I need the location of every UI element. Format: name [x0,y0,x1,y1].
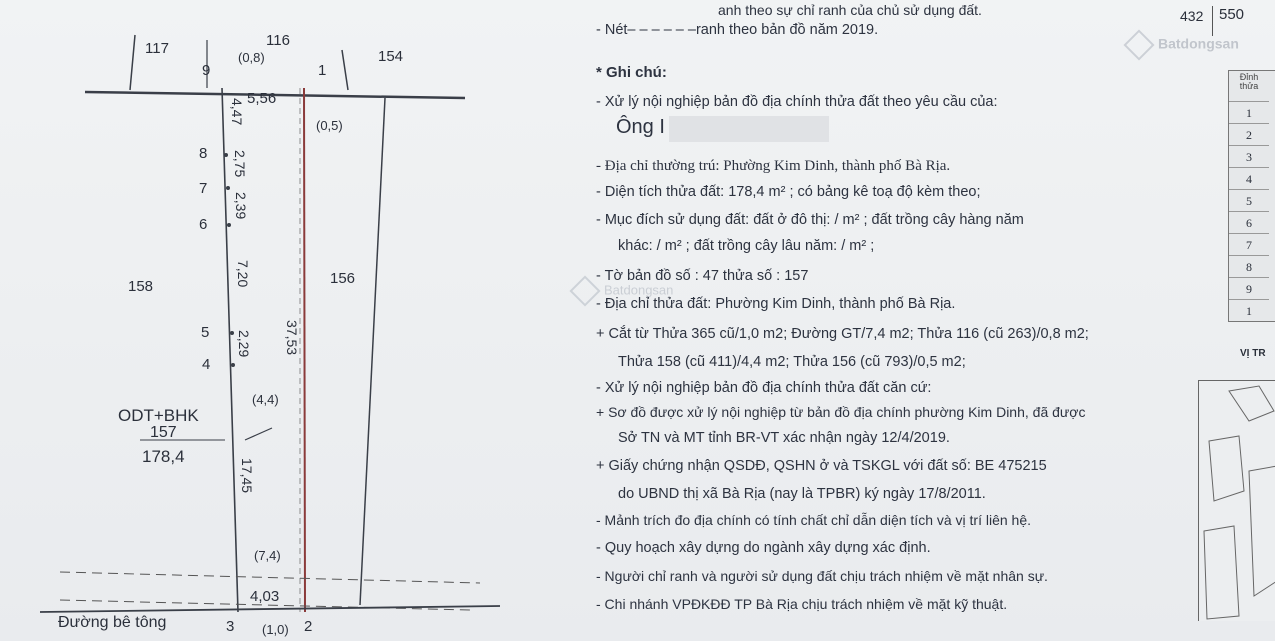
location-map-title: VỊ TR [1240,348,1266,359]
location-map-sketch [1199,381,1275,621]
vertex-5: 5 [201,324,210,341]
area-note-road: (1,0) [262,622,289,637]
note-line-1: - Xử lý nội nghiệp bản đồ địa chính thửa đất theo yêu cầu của: [596,94,998,110]
note-line-7: - Địa chỉ thửa đất: Phường Kim Dinh, thành phố Bà Rịa. [596,296,956,312]
parcel-158-label: 158 [128,278,154,295]
note-line-5: khác: / m² ; đất trồng cây lâu năm: / m² ; [618,238,875,254]
sheet-number-550: 550 [1212,6,1252,36]
vertex-8: 8 [199,145,208,162]
vertex-9: 9 [202,62,211,79]
parcel-number: 157 [150,424,177,441]
vertex-7: 7 [199,180,208,197]
note-line-11: + Sơ đồ được xử lý nội nghiệp từ bản đồ địa chính phường Kim Dinh, đã được [596,404,1086,420]
note-line-14: do UBND thị xã Bà Rịa (nay là TPBR) ký ngày 17/8/2011. [618,486,986,502]
table-row: 6 [1229,211,1269,234]
note-line-18: - Chi nhánh VPĐKĐĐ TP Bà Rịa chịu trách nhiệm về mặt kỹ thuật. [596,596,1008,612]
parcel-117-label: 117 [145,40,169,57]
sheet-number-432: 432 [1180,8,1204,24]
table-row: 4 [1229,167,1269,190]
segment-2-75: 2,75 [232,150,248,178]
table-header: Đỉnh thửa [1239,72,1259,91]
vertex-coordinate-table [1228,70,1275,322]
top-width: 5,56 [247,90,277,107]
segment-2-39: 2,39 [233,192,249,220]
area-note-top: (0,8) [238,50,265,65]
vertex-3: 3 [226,618,235,635]
land-use-code: ODT+BHK [118,406,199,425]
land-plot-plan [0,0,600,641]
parcel-156-label: 156 [330,270,356,287]
table-row: 5 [1229,189,1269,212]
road-label: Đường bê tông [58,614,167,631]
note-line-6: - Tờ bản đồ số : 47 thửa số : 157 [596,268,809,284]
legend-dash: - Nét– – – – – –ranh theo bản đồ năm 2019. [596,22,879,38]
owner-line [616,116,829,142]
vertex-4: 4 [202,356,211,373]
table-row: 8 [1229,255,1269,278]
note-line-9: Thửa 158 (cũ 411)/4,4 m2; Thửa 156 (cũ 793)/0,5 m2; [618,354,966,370]
note-line-17: - Người chỉ ranh và người sử dụng đất chịu trách nhiệm về mặt nhân sự. [596,568,1048,584]
note-line-13: + Giấy chứng nhận QSDĐ, QSHN ở và TSKGL với đất số: BE 475215 [596,458,1047,474]
table-row: 3 [1229,145,1269,168]
note-line-15: - Mảnh trích đo địa chính có tính chất chỉ dẫn diện tích và vị trí liên hệ. [596,512,1032,528]
plot-drawing [0,0,600,641]
watermark-center: Batdongsan [574,280,673,302]
segment-4-47: 4,47 [229,98,245,126]
area-note-right: (0,5) [316,118,343,133]
segment-7-20: 7,20 [235,260,251,288]
vertex-1: 1 [318,62,327,79]
side-length: 37,53 [284,320,300,356]
bottom-width: 4,03 [250,588,280,605]
location-map-thumbnail [1198,380,1275,621]
note-line-8: + Cắt từ Thửa 365 cũ/1,0 m2; Đường GT/7,4 m2; Thửa 116 (cũ 263)/0,8 m2; [596,326,1089,342]
note-line-12: Sở TN và MT tỉnh BR-VT xác nhận ngày 12/4/2019. [618,430,950,446]
header-partial: anh theo sự chỉ ranh của chủ sử dụng đất. [718,2,982,18]
segment-2-29: 2,29 [236,330,252,358]
table-row: 2 [1229,123,1269,146]
redaction-block [669,116,829,142]
note-line-4: - Mục đích sử dụng đất: đất ở đô thị: / m² ; đất trồng cây hàng năm [596,212,1024,228]
parcel-area: 178,4 [142,447,185,466]
table-row: 9 [1229,277,1269,300]
batdongsan-logo-icon [1123,29,1154,60]
vertex-6: 6 [199,216,208,233]
parcel-154-label: 154 [378,48,404,65]
note-line-3: - Diện tích thửa đất: 178,4 m² ; có bảng kê toạ độ kèm theo; [596,184,981,200]
note-line-2: - Địa chỉ thường trú: Phường Kim Dinh, thành phố Bà Rịa. [596,158,951,174]
vertex-2: 2 [304,618,313,635]
owner-name: Ông I [616,116,665,138]
table-row: 7 [1229,233,1269,256]
table-row: 1 [1229,299,1269,320]
area-note-left: (4,4) [252,392,279,407]
note-line-10: - Xử lý nội nghiệp bản đồ địa chính thửa đất căn cứ: [596,380,932,396]
table-row: 1 [1229,101,1269,124]
watermark-top: Batdongsan [1128,34,1239,56]
area-note-bottom: (7,4) [254,548,281,563]
notes-panel [596,0,1206,641]
note-line-16: - Quy hoạch xây dựng do ngành xây dựng xác định. [596,540,931,556]
notes-heading: * Ghi chú: [596,64,667,81]
segment-17-45: 17,45 [239,458,255,494]
parcel-116-label: 116 [266,32,290,49]
